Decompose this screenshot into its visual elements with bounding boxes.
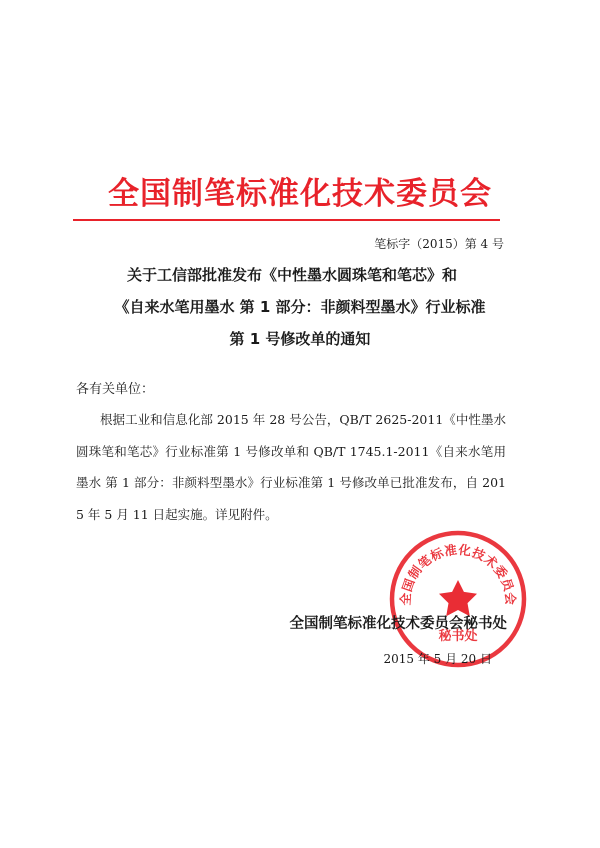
- notice-title-line-1: 关于工信部批准发布《中性墨水圆珠笔和笔芯》和: [126, 266, 457, 284]
- notice-title-line-2: 《自来水笔用墨水 第 1 部分：非颜料型墨水》行业标准: [114, 298, 486, 316]
- notice-body-paragraph: 根据工业和信息化部 2015 年 28 号公告，QB/T 2625-2011《中性墨水圆珠笔和笔芯》行业标准第 1 号修改单和 QB/T 1745.1-2011《自来水笔用墨水 第 1 部分：非颜料型墨水》行业标准第 1 号修改单已批准发布，自 2015 年 5 月 11 日起实施。详见附件。: [76, 412, 506, 522]
- document-number: 笔标字（2015）第 4 号: [374, 237, 504, 251]
- header-divider: [73, 219, 500, 221]
- signature-organization: 全国制笔标准化技术委员会秘书处: [289, 616, 507, 632]
- seal-inner-text: 秘书处: [438, 629, 478, 644]
- signature-date: 2015 年 5 月 20 日: [383, 652, 492, 666]
- official-seal: [387, 528, 529, 670]
- seal-outer-text: 全国制笔标准化技术委员会: [397, 541, 519, 606]
- notice-title-line-3: 第 1 号修改单的通知: [229, 330, 371, 348]
- star-icon: [439, 580, 477, 616]
- addressee-salutation: 各有关单位：: [76, 382, 155, 397]
- organization-header: 全国制笔标准化技术委员会: [108, 176, 492, 212]
